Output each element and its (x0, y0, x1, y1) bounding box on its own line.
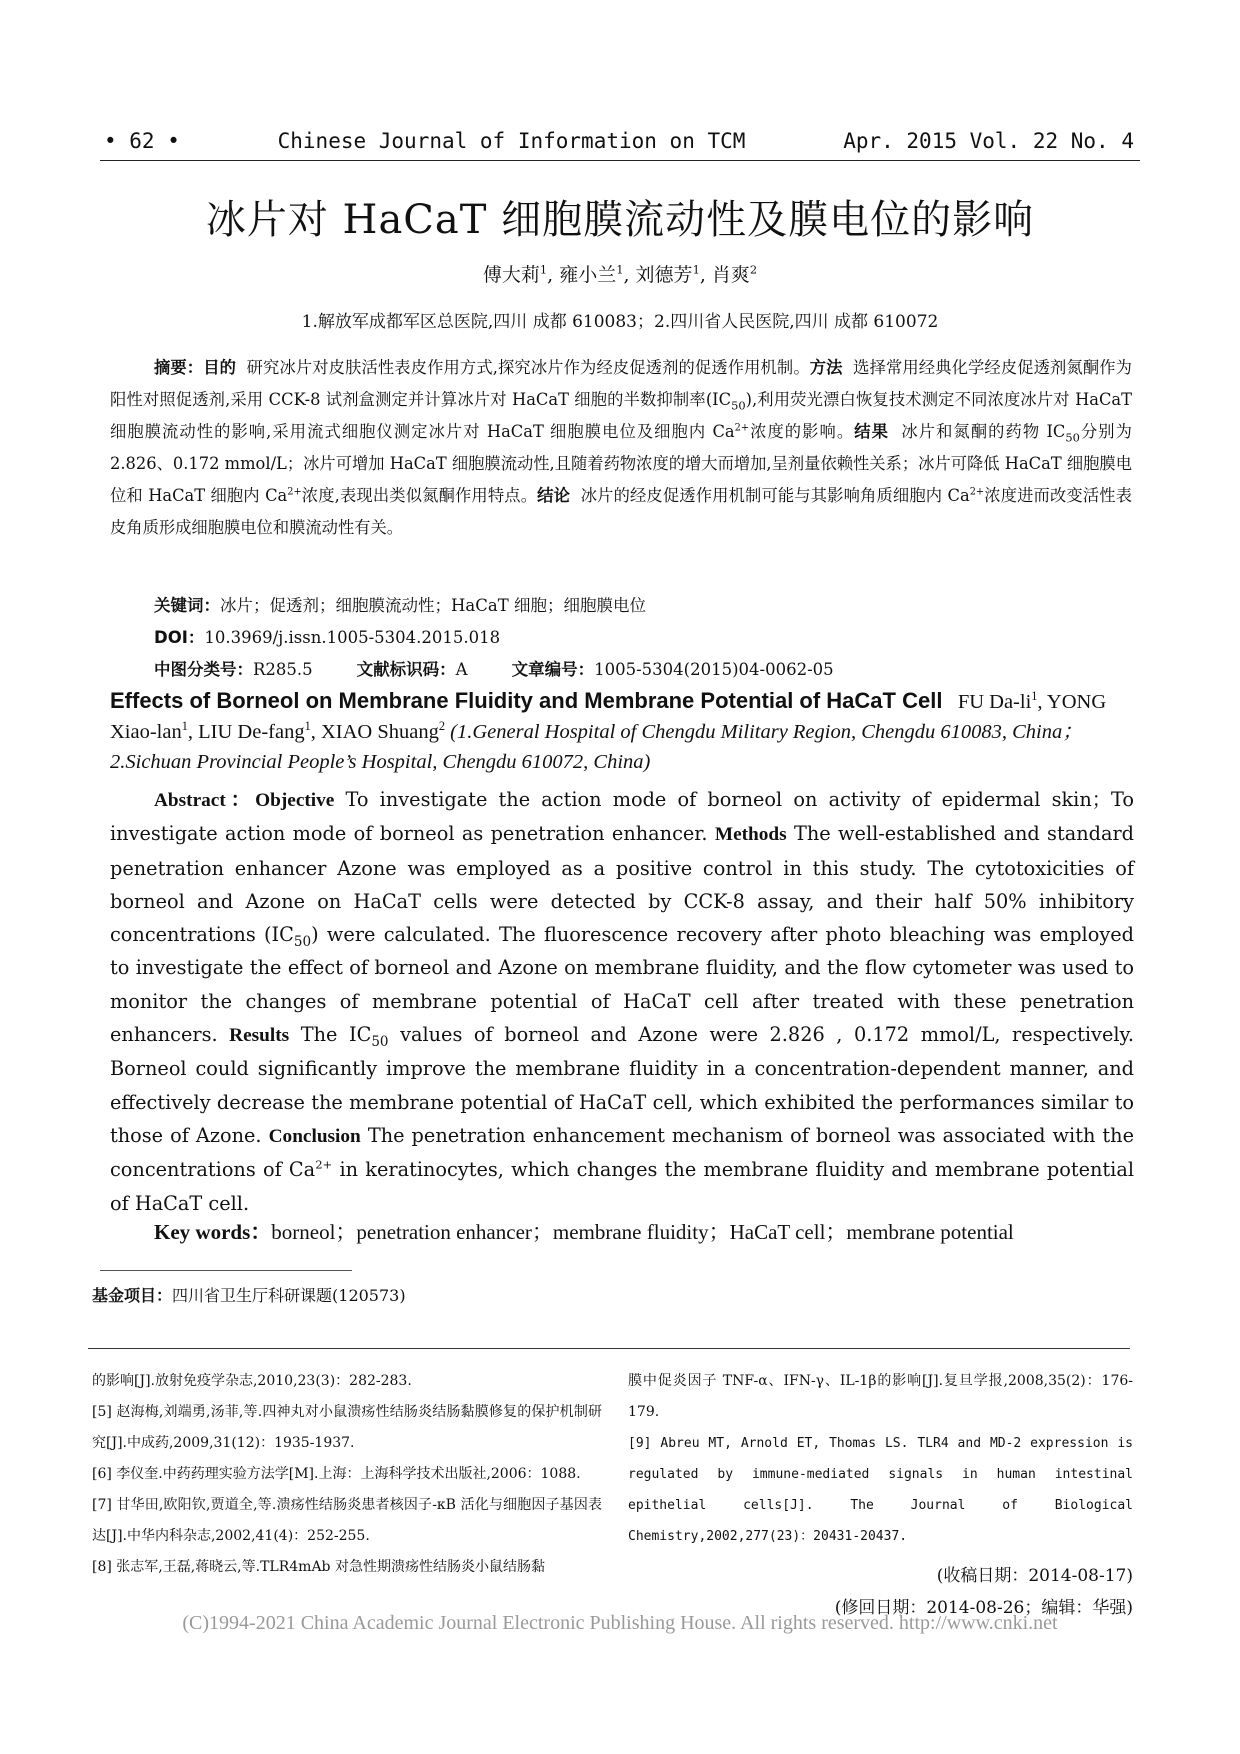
author-en: YONG Xiao-lan (110, 691, 1107, 743)
abstract-label: Abstract： (154, 790, 256, 811)
subscript: 50 (731, 398, 746, 413)
reference-item: [9] Abreu MT, Arnold ET, Thomas LS. TLR4 and MD-2 expression is regulated by immune-mediated signals in human intestinal epithelial cells[J]. The Journal of Biological Chemistry,2002,277(23)：20431-20437. (628, 1436, 1133, 1544)
affiliations-zh: 1.解放军成都军区总医院,四川 成都 610083；2.四川省人民医院,四川 成都 610072 (301, 312, 939, 332)
affiliation-mark: 2 (749, 262, 758, 277)
revised-date: (修回日期：2014-08-26；编辑：华强) (834, 1598, 1133, 1618)
methods-text: ),利用荧光漂白恢复技术测定不同浓度冰片对 HaCaT 细胞膜流动性的影响,采用流式细胞仪测定冰片对 HaCaT 细胞膜电位及细胞内 Ca (110, 390, 1132, 441)
doc-code-value: A (455, 660, 468, 679)
abstract-en (110, 783, 1134, 1220)
affiliation-mark: 1 (181, 719, 188, 734)
header-rule (100, 160, 1140, 161)
results-text: values of borneol and Azone were 2.826 , 0.172 mmol/L, respectively. Borneol could significantly improve the membrane fluidity in a concentration-dependent manner, and effectively decrease the membrane potential of HaCaT cell, which exhibited the performances similar to those of Azone. (110, 1023, 1134, 1147)
doi-value: 10.3969/j.issn.1005-5304.2015.018 (204, 628, 501, 647)
authors-zh: 傅大莉$^1$, 雍小兰$^1$, 刘德芳$^1$, 肖爽$^2$ (482, 262, 758, 286)
author-name: 刘德芳 (635, 264, 693, 286)
methods-text: ) were calculated. The fluorescence recovery after photo bleaching was employed to investigate the effect of borneol and Azone on membrane fluidity, and the flow cytometer was used to monitor the changes of membrane potential of HaCaT cell after treated with these penetration enhancers. (110, 923, 1134, 1047)
journal-name: Chinese Journal of Information on TCM (277, 129, 746, 153)
title-en: Effects of Borneol on Membrane Fluidity and Membrane Potential of HaCaT Cell (110, 688, 943, 713)
subscript: 50 (1065, 430, 1080, 445)
abstract-label: 摘要： (154, 358, 204, 377)
author-name: 雍小兰 (559, 264, 617, 286)
conclusion-label: 结论 (537, 486, 571, 505)
conclusion-label: Conclusion (268, 1125, 361, 1147)
article-no-label: 文章编号： (511, 660, 595, 679)
affiliation-mark: 1 (539, 262, 548, 277)
keywords-value: 冰片；促透剂；细胞膜流动性；HaCaT 细胞；细胞膜电位 (220, 596, 646, 615)
reference-item: 膜中促炎因子 TNF-α、IFN-γ、IL-1β的影响[J].复旦学报,2008,35(2)：176-179. (628, 1373, 1133, 1420)
conclusion-text: 冰片的经皮促透作用机制可能与其影响角质细胞内 Ca (580, 486, 970, 505)
superscript: 2+ (969, 486, 985, 498)
affiliation-mark: 1 (692, 262, 700, 277)
methods-text: 选择常用经典化学经皮促透剂氮酮作为阳性对照促透剂,采用 CCK-8 试剂盒测定并计算冰片对 HaCaT 细胞的半数抑制率(IC (110, 358, 1132, 409)
affiliation-mark: 1 (304, 719, 311, 734)
objective-label: 目的 (203, 358, 237, 377)
results-text: 分别为 2.826、0.172 mmol/L；冰片可增加 HaCaT 细胞膜流动性,且随着药物浓度的增大而增加,呈剂量依赖性关系；冰片可降低 HaCaT 细胞膜电位和 HaCaT 细胞内 Ca (110, 422, 1132, 505)
references-rule (88, 1348, 1130, 1349)
superscript: 2+ (734, 422, 750, 434)
clc-value: R285.5 (253, 660, 313, 679)
conclusion-text: 浓度进而改变活性表皮角质形成细胞膜电位和膜流动性有关。 (110, 486, 1132, 537)
doi-label: DOI： (154, 628, 205, 647)
author-en: LIU De-fang (198, 721, 305, 743)
objective-label: Objective (255, 790, 335, 811)
methods-text: 浓度的影响。 (749, 422, 855, 441)
objective-text: 研究冰片对皮肤活性表皮作用方式,探究冰片作为经皮促透剂的促透作用机制。 (246, 358, 810, 377)
keywords-zh (154, 592, 646, 616)
methods-label: Methods (714, 824, 787, 846)
keywords-en (110, 1216, 1134, 1248)
classification-line (154, 656, 834, 680)
author-en: FU Da-li (957, 691, 1032, 713)
conclusion-text: in keratinocytes, which changes the membrane fluidity and membrane potential of HaCaT cell. (110, 1158, 1134, 1215)
references-column-left (92, 1366, 602, 1583)
keywords-label: 关键词： (154, 596, 220, 615)
results-text: The IC (289, 1023, 372, 1047)
reference-item: [5] 赵海梅,刘端勇,汤菲,等.四神丸对小鼠溃疡性结肠炎结肠黏膜修复的保护机制研究[J].中成药,2009,31(12)：1935-1937. (92, 1404, 602, 1451)
funding-label: 基金项目： (92, 1286, 173, 1305)
doc-code-label: 文献标识码： (356, 660, 456, 679)
copyright-watermark: (C)1994-2021 China Academic Journal Electronic Publishing House. All rights reserved. http://www.cnki.net (182, 1612, 1058, 1634)
subscript: 50 (371, 1033, 389, 1050)
affiliation-mark: 1 (616, 262, 624, 277)
reference-item: [6] 李仪奎.中药药理实验方法学[M].上海：上海科学技术出版社,2006：1088. (92, 1466, 581, 1482)
results-text: 浓度,表现出类似氮酮作用特点。 (301, 486, 538, 505)
funding-value: 四川省卫生厅科研课题(120573) (172, 1286, 406, 1305)
results-label: 结果 (854, 422, 889, 441)
methods-text: The well-established and standard penetration enhancer Azone was employed as a positive control in this study. The cytotoxicities of borneol and Azone on HaCaT cells were detected by CCK-8 assay, and their half 50% inhibitory concentrations (IC (110, 822, 1135, 947)
reference-item: [7] 甘华田,欧阳钦,贾道全,等.溃疡性结肠炎患者核因子-κB 活化与细胞因子基因表达[J].中华内科杂志,2002,41(4)：252-255. (92, 1497, 602, 1544)
objective-text: To investigate the action mode of borneol on activity of epidermal skin；To investigate action mode of borneol as penetration enhancer. (110, 788, 1134, 846)
subscript: 50 (293, 934, 312, 951)
reference-item: 的影响[J].放射免疫学杂志,2010,23(3)：282-283. (92, 1373, 412, 1389)
affiliations-en: (1.General Hospital of Chengdu Military Region, Chengdu 610083, China；2.Sichuan Provincial People’s Hospital, Chengdu 610072, China) (110, 721, 1083, 773)
clc-label: 中图分类号： (154, 660, 253, 679)
references-column-right (628, 1366, 1133, 1552)
affiliation-mark: 1 (1031, 689, 1038, 704)
issue-info: Apr. 2015 Vol. 22 No. 4 (843, 129, 1134, 153)
author-name: 傅大莉 (482, 264, 540, 286)
doi-line (154, 624, 500, 648)
keywords-value: borneol；penetration enhancer；membrane fluidity；HaCaT cell；membrane potential (271, 1220, 1014, 1244)
methods-label: 方法 (809, 358, 843, 377)
results-label: Results (229, 1025, 290, 1047)
keywords-label: Key words： (154, 1220, 272, 1244)
article-no-value: 1005-5304(2015)04-0062-05 (594, 660, 834, 679)
funding-note (92, 1283, 406, 1306)
superscript: 2+ (287, 486, 302, 498)
title-zh: 冰片对 HaCaT 细胞膜流动性及膜电位的影响 (205, 197, 1035, 243)
conclusion-text: The penetration enhancement mechanism of borneol was associated with the concentrations of Ca (110, 1123, 1134, 1182)
superscript: 2+ (315, 1157, 333, 1172)
running-header (104, 124, 1134, 158)
footnote-rule (100, 1270, 352, 1271)
author-en: XIAO Shuang (320, 721, 439, 743)
author-name: 肖爽 (711, 264, 750, 286)
reference-item: [8] 张志军,王磊,蒋晓云,等.TLR4mAb 对急性期溃疡性结肠炎小鼠结肠黏 (92, 1559, 545, 1575)
english-header: Effects of Borneol on Membrane Fluidity and Membrane Potential of HaCaT Cell FU $Da-li^1$, YONG Xiao-lan$^1$, LIU De-fang$^1$, XIAO Shuang$^2$ (1.General Hospital of Chengdu Military Region, Chengdu 610083, China；2.Sichuan Provincial People’s Hospital, Chengdu 610072, China) (110, 688, 1107, 773)
page-number: • 62 • (104, 129, 180, 153)
abstract-zh (110, 352, 1132, 544)
received-date: (收稿日期：2014-08-17) (936, 1566, 1133, 1586)
results-text: 冰片和氮酮的药物 IC (901, 422, 1066, 441)
affiliation-mark: 2 (438, 719, 446, 734)
